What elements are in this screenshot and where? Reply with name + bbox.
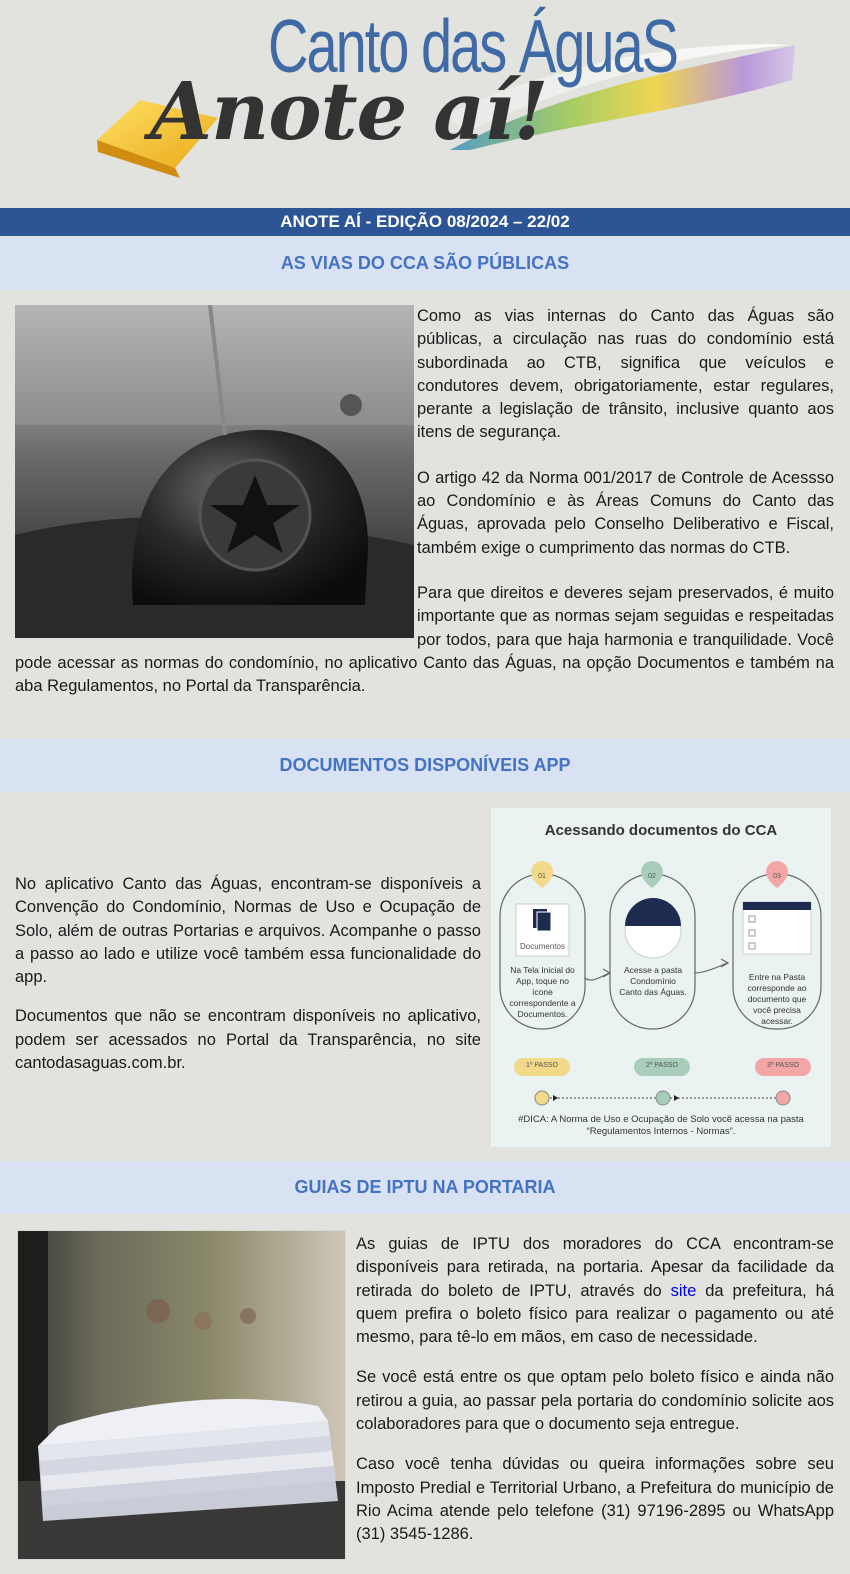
- step-2-text: Acesse a pasta Condomínio Canto das Águas.: [619, 965, 687, 997]
- step-1-text: Na Tela Inicial do App, toque no ícone correspondente a Documentos.: [509, 965, 576, 1019]
- prefeitura-site-link[interactable]: site: [670, 1281, 697, 1300]
- iptu-photo: [17, 1230, 346, 1560]
- iptu-paragraph-1-end: da prefeitura, há quem prefira o boleto físico para realizar o pagamento ou até mesmo, para tê-lo em mãos, em caso de necessidade.: [356, 1281, 835, 1347]
- step-3-number: 03: [773, 873, 781, 880]
- brand-title: Canto das ÁguaS: [268, 3, 677, 89]
- vias-paragraph-1: Como as vias internas do Canto das Águas são públicas, a circulação nas ruas do condomínio está subordinada ao CTB, significa que veículos e condutores devem, obrigatoriamente, estar regulares, perante a legislação de trânsito, inclusive quanto aos itens de segurança.: [417, 307, 834, 442]
- iptu-paragraph-2: Se você está entre os que optam pelo boleto físico e ainda não retirou a guia, ao passar pela portaria do condomínio solicite aos colaboradores para que o documento seja entregue.: [356, 1368, 834, 1434]
- section-iptu-text: [356, 1233, 834, 1547]
- section-title-iptu: GUIAS DE IPTU NA PORTARIA: [0, 1161, 850, 1214]
- documents-infographic: [491, 808, 831, 1147]
- section-title-vias: AS VIAS DO CCA SÃO PÚBLICAS: [0, 237, 850, 290]
- documents-icon-label: Documentos: [520, 942, 565, 951]
- iptu-paragraph-1-start: As guias de IPTU dos moradores do CCA encontram-se disponíveis para retirada, na portaria. Apesar da facilidade da retirada do boleto de IPTU, através do: [356, 1235, 834, 1300]
- vias-paragraph-3: Para que direitos e deveres sejam preservados, é muito importante que as normas sejam seguidas e respeitadas por todos, para que haja harmonia e tranquilidade. Você pode acessar as normas do condomínio, no aplicativo Canto das Águas, na opção Documentos e também na aba Regulamentos, no Portal da Transparência.: [15, 583, 834, 696]
- header-logo: [0, 0, 850, 207]
- iptu-stack-image: [18, 1231, 345, 1559]
- section-documentos-text: [15, 873, 481, 1075]
- documentos-paragraph-1: No aplicativo Canto das Águas, encontram-se disponíveis a Convenção do Condomínio, Normas de Uso e Ocupação de Solo, além de outras Portarias e arquivos. Acompanhe o passo a passo ao lado e utilize você também essa funcionalidade do app.: [15, 875, 481, 987]
- step-3-text: Entre na Pasta corresponde ao documento que você precisa acessar.: [747, 972, 807, 1026]
- edition-bar: ANOTE AÍ - EDIÇÃO 08/2024 – 22/02: [0, 208, 850, 236]
- iptu-paragraph-3: Caso você tenha dúvidas ou queira informações sobre seu Imposto Predial e Territorial Urbano, a Prefeitura do município de Rio Acima atende pelo telefone (31) 97196-2895 ou WhatsApp (31) 3545-1286.: [356, 1455, 834, 1544]
- section-title-documentos: DOCUMENTOS DISPONÍVEIS APP: [0, 739, 850, 792]
- infographic-tip: #DICA: A Norma de Uso e Ocupação de Solo você acessa na pasta “Regulamentos Internos - Normas”.: [518, 1114, 804, 1137]
- helmet-photo: [15, 305, 414, 638]
- step-1-pill: 1º PASSO: [526, 1062, 558, 1069]
- step-3-pill: 3º PASSO: [767, 1062, 799, 1069]
- helmet-image: [15, 305, 414, 638]
- documentos-paragraph-2: Documentos que não se encontram disponíveis no aplicativo, podem ser acessados no Portal da Transparência, no site cantodasaguas.com.br.: [15, 1007, 481, 1073]
- infographic-title: Acessando documentos do CCA: [544, 822, 778, 839]
- step-2-pill: 2º PASSO: [646, 1062, 678, 1069]
- iptu-paragraph-1: [356, 1233, 834, 1349]
- section-vias-content: [15, 305, 834, 698]
- brand-script-title: Anote aí!: [150, 64, 548, 158]
- step-2-number: 02: [648, 873, 656, 880]
- step-1-number: 01: [538, 873, 546, 880]
- vias-paragraph-2: O artigo 42 da Norma 001/2017 de Controle de Acessso ao Condomínio e às Áreas Comuns do Canto das Águas, aprovada pelo Conselho Deliberativo e Fiscal, também exige o cumprimento das normas do CTB.: [417, 468, 834, 557]
